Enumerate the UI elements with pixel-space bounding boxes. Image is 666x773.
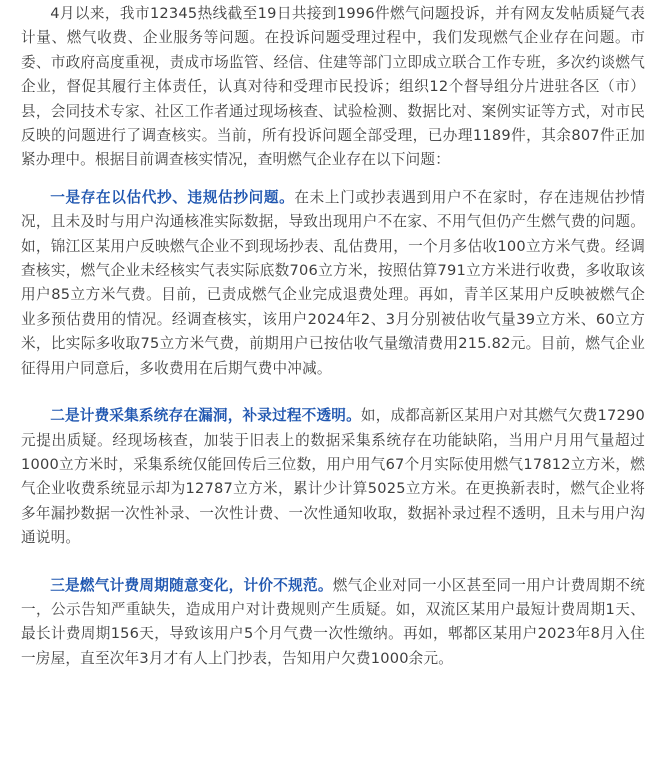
point-three-heading: 三是燃气计费周期随意变化，计价不规范。: [50, 576, 333, 594]
point-three-paragraph: [21, 574, 645, 672]
point-two-heading: 二是计费采集系统存在漏洞，补录过程不透明。: [50, 407, 361, 425]
point-three-text: 燃气企业对同一小区甚至同一用户计费周期不统一，公示告知严重缺失，造成用户对计费规则产生质疑。如，双流区某用户最短计费周期1天、最长计费周期156天，导致该用户5个月气费一次性缴纳。再如，郫都区某用户2023年8月入住一房屋，直至次年3月才有人上门抄表，告知用户欠费1000余元。: [21, 576, 645, 667]
intro-paragraph: 4月以来，我市12345热线截至19日共接到1996件燃气问题投诉，并有网友发帖质疑气表计量、燃气收费、企业服务等问题。在投诉问题受理过程中，我们发现燃气企业存在问题。市委、市政府高度重视，责成市场监管、经信、住建等部门立即成立联合工作专班，多次约谈燃气企业，督促其履行主体责任，认真对待和受理市民投诉；组织12个督导组分片进驻各区（市）县，会同技术专家、社区工作者通过现场核查、试验检测、数据比对、案例实证等方式，对市民反映的问题进行了调查核实。当前，所有投诉问题全部受理，已办理1189件，其余807件正加紧办理中。根据目前调查核实情况，查明燃气企业存在以下问题：: [21, 5, 645, 169]
point-one-heading: 一是存在以估代抄、违规估抄问题。: [50, 188, 295, 206]
point-one-text: 在未上门或抄表遇到用户不在家时，存在违规估抄情况，且未及时与用户沟通核准实际数据，导致出现用户不在家、不用气但仍产生燃气费的问题。如，锦江区某用户反映燃气企业不到现场抄表、乱估费用，一个月多估收100立方米气费。经调查核实，燃气企业未经核实气表实际底数706立方米，按照估算791立方米进行收费，多收取该用户85立方米气费。目前，已责成燃气企业完成退费处理。再如，青羊区某用户反映被燃气企业多预估费用的情况。经调查核实，该用户2024年2、3月分别被估收气量39立方米、60立方米，比实际多收取75立方米气费，前期用户已按估收气量缴清费用215.82元。目前，燃气企业征得用户同意后，多收费用在后期气费中冲减。: [21, 188, 645, 377]
point-two-text: 如，成都高新区某用户对其燃气欠费17290元提出质疑。经现场核查，加装于旧表上的数据采集系统存在功能缺陷，当用户月用气量超过1000立方米时，采集系统仅能回传后三位数，用户用气67个月实际使用燃气17812立方米，燃气企业收费系统显示却为12787立方米，累计少计算5025立方米。在更换新表时，燃气企业将多年漏抄数据一次性补录、一次性计费、一次性通知收取，数据补录过程不透明，且未与用户沟通说明。: [21, 407, 645, 547]
point-two-paragraph: [21, 404, 645, 550]
article-body: [21, 2, 645, 671]
point-one-paragraph: [21, 186, 645, 381]
